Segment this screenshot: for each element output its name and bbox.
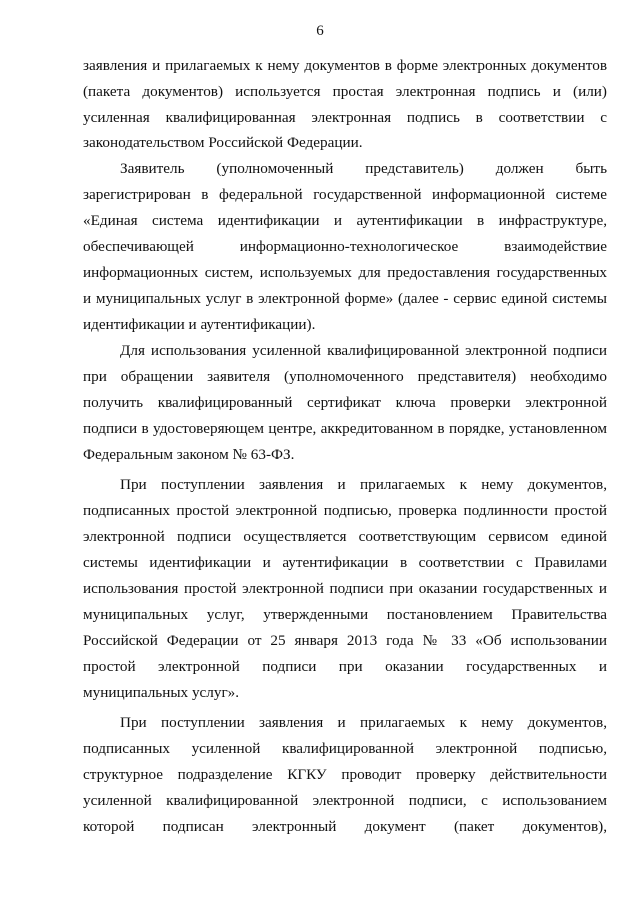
text-line: идентификации и аутентификации). [83,316,316,333]
text-line: подписи в удостоверяющем центре, аккредитованном в порядке, установленном [83,420,607,437]
text-line: зарегистрирован в федеральной государственной информационной системе [83,186,607,203]
text-line: муниципальных услуг, утвержденными постановлением Правительства [83,606,607,623]
text-line: структурное подразделение КГКУ проводит проверку действительности [83,766,607,783]
text-line: получить квалифицированный сертификат ключа проверки электронной [83,394,607,411]
text-line: Федеральным законом № 63-ФЗ. [83,446,295,463]
text-line: При поступлении заявления и прилагаемых к нему документов, [120,714,607,731]
text-line: Заявитель (уполномоченный представитель) должен быть [120,160,607,177]
text-line: усиленной квалифицированной электронной подписи, с использованием [83,792,607,809]
text-line: (пакета документов) используется простая электронная подпись и (или) [83,83,607,100]
text-line: обеспечивающей информационно-технологическое взаимодействие [83,238,607,255]
text-line: которой подписан электронный документ (пакет документов), [83,818,607,835]
text-line: электронной подписи осуществляется соответствующим сервисом единой [83,528,607,545]
text-line: при обращении заявителя (уполномоченного представителя) необходимо [83,368,607,385]
text-line: заявления и прилагаемых к нему документов в форме электронных документов [83,57,607,74]
page-number: 6 [316,23,324,39]
text-line: Для использования усиленной квалифицированной электронной подписи [120,342,607,359]
text-line: и муниципальных услуг в электронной форме» (далее - сервис единой системы [83,290,607,307]
text-line: Российской Федерации от 25 января 2013 года № 33 «Об использовании [83,632,607,649]
text-line: подписанных усиленной квалифицированной электронной подписью, [83,740,607,757]
text-line: «Единая система идентификации и аутентификации в инфраструктуре, [83,212,607,229]
text-line: использования простой электронной подписи при оказании государственных и [83,580,607,597]
text-line: подписанных простой электронной подписью, проверка подлинности простой [83,502,607,519]
text-line: информационных систем, используемых для предоставления государственных [83,264,607,281]
text-line: законодательством Российской Федерации. [83,134,363,151]
text-line: системы идентификации и аутентификации в соответствии с Правилами [83,554,607,571]
text-line: усиленная квалифицированная электронная подпись в соответствии с [83,109,607,126]
text-line: При поступлении заявления и прилагаемых к нему документов, [120,476,607,493]
text-line: простой электронной подписи при оказании государственных и [83,658,607,675]
text-line: муниципальных услуг». [83,684,240,701]
